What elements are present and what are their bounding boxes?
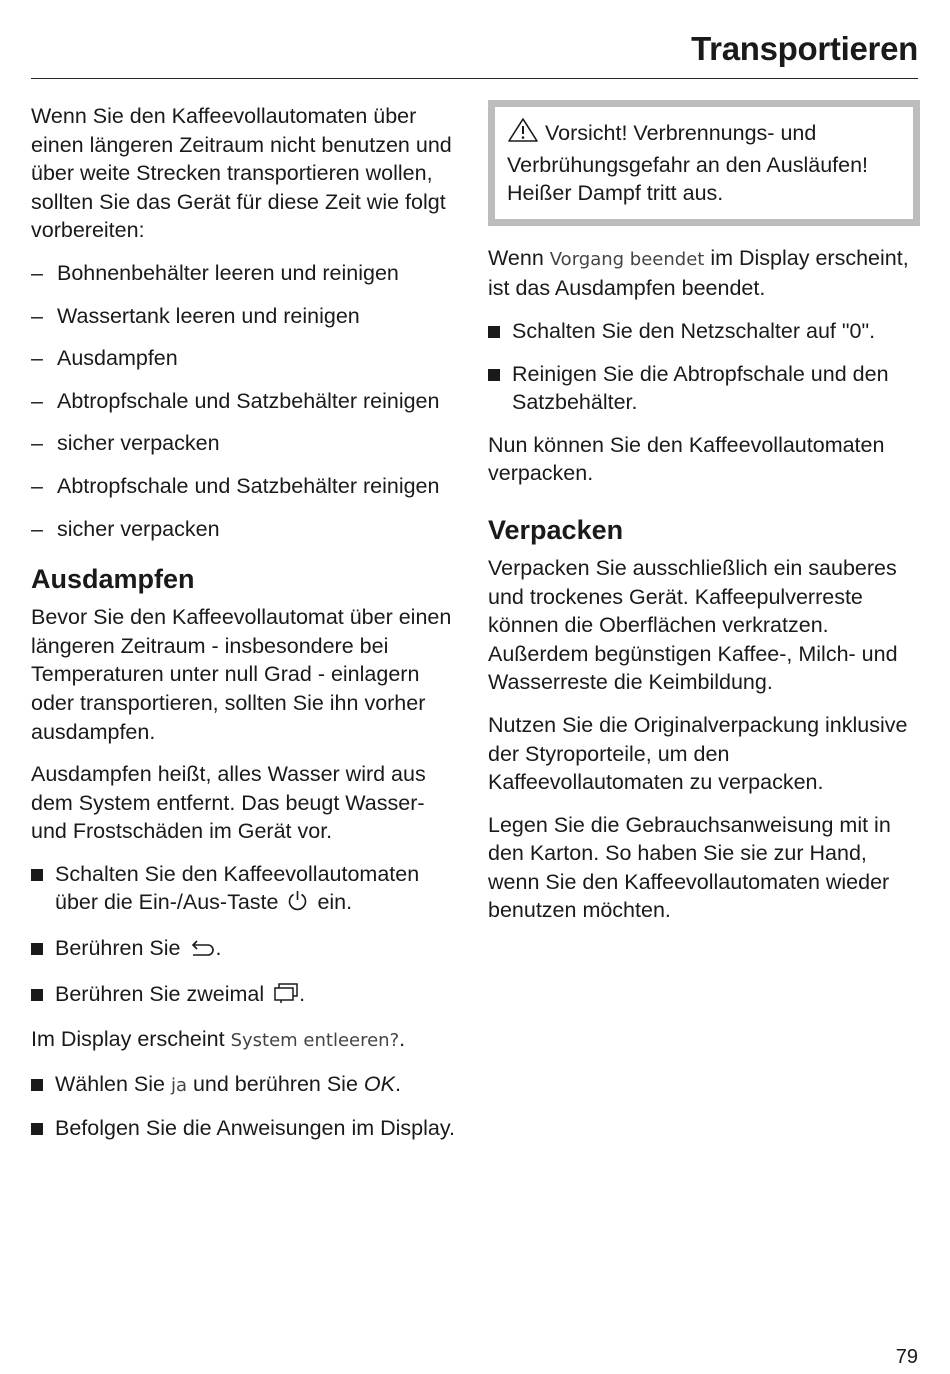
preparation-list [31,259,461,543]
ausdampfen-steps-a [31,860,461,1011]
step-item: Wählen Sie ja und berühren Sie OK. [31,1070,461,1101]
step-item: Berühren Sie zweimal . [31,980,461,1012]
steam-done-paragraph: Wenn Vorgang beendet im Display erscheint, ist das Ausdampfen beendet. [488,245,909,301]
square-bullet [31,1123,43,1135]
list-item: – Ausdampfen [31,344,461,373]
display-text: ja [170,1074,187,1096]
display-message-line: Im Display erscheint System entleeren?. [31,1027,406,1052]
section-heading-ausdampfen: Ausdampfen [31,564,195,595]
section-heading-verpacken: Verpacken [488,514,624,545]
list-item: – sicher verpacken [31,515,461,544]
step-item: Berühren Sie . [31,934,461,966]
warning-box [488,100,920,226]
page-number: 79 [895,1346,918,1368]
back-arrow-icon [189,937,215,966]
right-column [488,102,920,939]
header-divider [31,78,918,79]
pack-now-paragraph: Nun können Sie den Kaffeevollautomaten verpacken. [488,432,885,486]
step-item: Reinigen Sie die Abtropfschale und den Satzbehälter. [488,360,920,417]
warning-text: Vorsicht! Verbrennungs- und Verbrühungsgefahr an den Ausläufen! Heißer Dampf tritt aus. [507,121,869,206]
square-bullet [31,1079,43,1091]
power-icon [287,890,308,920]
square-bullet [31,943,43,955]
square-bullet [488,369,500,381]
square-bullet [31,989,43,1001]
ausdampfen-paragraph-2: Ausdampfen heißt, alles Wasser wird aus dem System entfernt. Das beugt Wasser- und Frostschäden im Gerät vor. [31,762,426,844]
ausdampfen-steps-b [31,1070,461,1143]
warning-triangle-icon [507,117,539,151]
verpacken-paragraph-2: Nutzen Sie die Originalverpackung inklusive der Styroporteile, um den Kaffeevollautomaten zu verpacken. [488,712,908,795]
square-bullet [31,869,43,881]
verpacken-paragraph-1: Verpacken Sie ausschließlich ein sauberes und trockenes Gerät. Kaffeepulverreste können die Oberflächen verkratzen. Außerdem begünstigen Kaffee-, Milch- und Wasserreste die Keimbildung. [488,555,898,695]
display-text: System entleeren? [230,1030,400,1052]
list-item: – Abtropfschale und Satzbehälter reinigen [31,387,461,416]
left-column [31,102,461,1157]
maintenance-icon [273,982,299,1012]
finish-steps [488,317,920,417]
list-item: – Wassertank leeren und reinigen [31,302,461,331]
square-bullet [488,326,500,338]
verpacken-paragraph-3: Legen Sie die Gebrauchsanweisung mit in den Karton. So haben Sie sie zur Hand, wenn Sie den Kaffeevollautomaten wieder benutzen möchten. [488,812,891,923]
display-text: Vorgang beendet [549,248,705,270]
list-item: – Bohnenbehälter leeren und reinigen [31,259,461,288]
ok-label: OK [363,1071,395,1096]
intro-paragraph: Wenn Sie den Kaffeevollautomaten über einen längeren Zeitraum nicht benutzen und über weite Strecken transportieren wollen, sollten Sie das Gerät für diese Zeit wie folgt vorbereiten: [31,104,452,243]
list-item: – sicher verpacken [31,429,461,458]
list-item: – Abtropfschale und Satzbehälter reinigen [31,472,461,501]
ausdampfen-paragraph-1: Bevor Sie den Kaffeevollautomat über einen längeren Zeitraum - insbesondere bei Temperaturen unter null Grad - einlagern oder transportieren, sollten Sie ihn vorher ausdampfen. [31,605,452,744]
step-item: Schalten Sie den Netzschalter auf "0". [488,317,920,346]
page-title: Transportieren [691,30,918,67]
step-item: Befolgen Sie die Anweisungen im Display. [31,1114,461,1143]
step-item: Schalten Sie den Kaffeevollautomaten über die Ein-/Aus-Taste ein. [31,860,461,920]
